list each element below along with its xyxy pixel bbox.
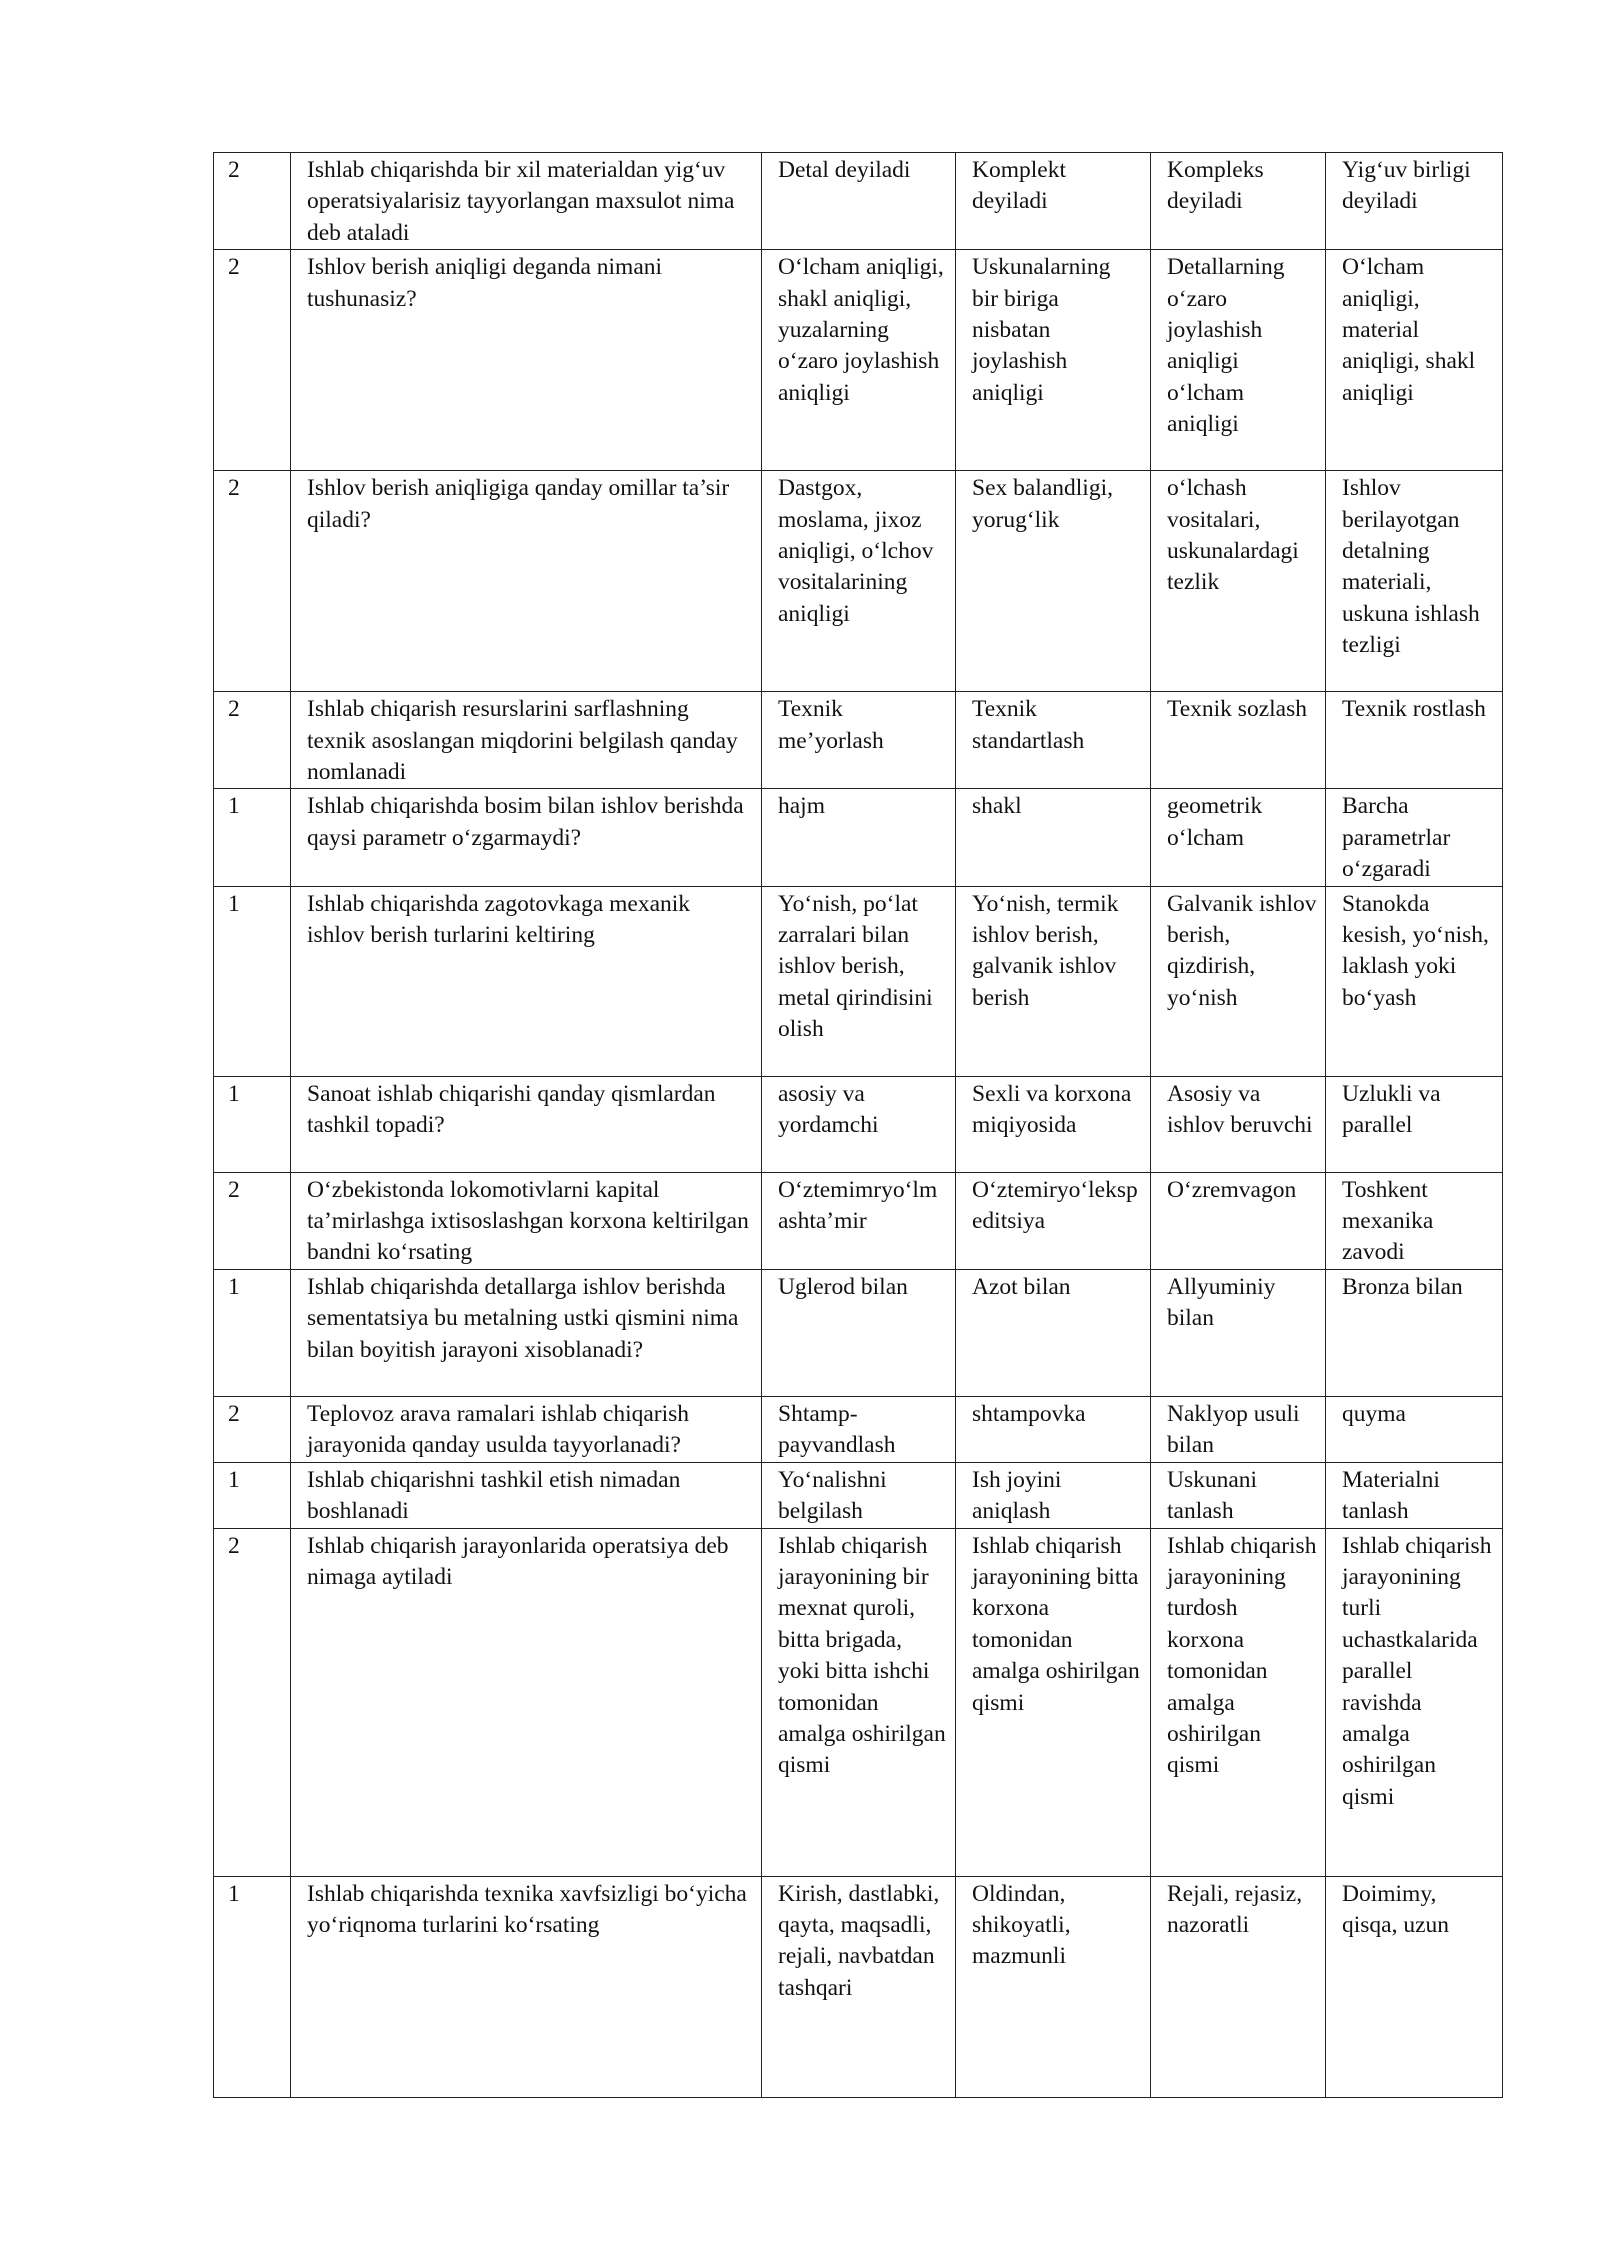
option-b-cell: Komplekt deyiladi [956,153,1151,250]
score-cell: 2 [214,1528,291,1876]
option-b-cell: shakl [956,789,1151,886]
option-d-cell: O‘lcham aniqligi, material aniqligi, shakl aniqligi [1326,250,1503,471]
option-a-cell: asosiy va yordamchi [762,1076,956,1172]
option-b-cell: Oldindan, shikoyatli, mazmunli [956,1876,1151,2097]
option-b-cell: Uskunalarning bir biriga nisbatan joylashish aniqligi [956,250,1151,471]
option-a-cell: Kirish, dastlabki, qayta, maqsadli, rejali, navbatdan tashqari [762,1876,956,2097]
table-row [214,1462,1503,1528]
score-cell: 2 [214,1396,291,1462]
option-b-cell: Sexli va korxona miqiyosida [956,1076,1151,1172]
option-c-cell: Texnik sozlash [1151,692,1326,789]
score-cell: 2 [214,1172,291,1269]
option-c-cell: Allyuminiy bilan [1151,1269,1326,1396]
option-a-cell: Detal deyiladi [762,153,956,250]
option-d-cell: Yig‘uv birligi deyiladi [1326,153,1503,250]
option-b-cell: Ish joyini aniqlash [956,1462,1151,1528]
option-a-cell: Shtamp-payvandlash [762,1396,956,1462]
score-cell: 1 [214,789,291,886]
option-d-cell: Stanokda kesish, yo‘nish, laklash yoki bo‘yash [1326,886,1503,1076]
table-row [214,471,1503,692]
score-cell: 1 [214,1876,291,2097]
question-cell: Ishlab chiqarish jarayonlarida operatsiya deb nimaga aytiladi [291,1528,762,1876]
question-cell: Ishlov berish aniqligi deganda nimani tushunasiz? [291,250,762,471]
option-c-cell: Asosiy va ishlov beruvchi [1151,1076,1326,1172]
option-a-cell: Ishlab chiqarish jarayonining bir mexnat quroli, bitta brigada, yoki bitta ishchi tomonidan amalga oshirilgan qismi [762,1528,956,1876]
option-d-cell: quyma [1326,1396,1503,1462]
option-c-cell: geometrik o‘lcham [1151,789,1326,886]
question-cell: Teplovoz arava ramalari ishlab chiqarish jarayonida qanday usulda tayyorlanadi? [291,1396,762,1462]
table-row [214,886,1503,1076]
score-cell: 2 [214,250,291,471]
option-a-cell: hajm [762,789,956,886]
table-row [214,1396,1503,1462]
option-c-cell: Rejali, rejasiz, nazoratli [1151,1876,1326,2097]
option-a-cell: Yo‘nalishni belgilash [762,1462,956,1528]
score-cell: 1 [214,1076,291,1172]
option-a-cell: Dastgox, moslama, jixoz aniqligi, o‘lchov vositalarining aniqligi [762,471,956,692]
question-cell: Ishlov berish aniqligiga qanday omillar ta’sir qiladi? [291,471,762,692]
question-table-body [214,153,1503,2098]
option-b-cell: Azot bilan [956,1269,1151,1396]
option-c-cell: Naklyop usuli bilan [1151,1396,1326,1462]
table-row [214,250,1503,471]
table-row [214,1269,1503,1396]
score-cell: 2 [214,153,291,250]
question-cell: Sanoat ishlab chiqarishi qanday qismlardan tashkil topadi? [291,1076,762,1172]
question-cell: Ishlab chiqarishni tashkil etish nimadan boshlanadi [291,1462,762,1528]
option-d-cell: Doimimy, qisqa, uzun [1326,1876,1503,2097]
score-cell: 1 [214,886,291,1076]
table-row [214,789,1503,886]
option-c-cell: Ishlab chiqarish jarayonining turdosh korxona tomonidan amalga oshirilgan qismi [1151,1528,1326,1876]
option-d-cell: Texnik rostlash [1326,692,1503,789]
score-cell: 1 [214,1269,291,1396]
option-c-cell: Kompleks deyiladi [1151,153,1326,250]
table-row [214,1076,1503,1172]
table-row [214,153,1503,250]
question-cell: Ishlab chiqarishda detallarga ishlov berishda sementatsiya bu metalning ustki qismini nima bilan boyitish jarayoni xisoblanadi? [291,1269,762,1396]
question-cell: Ishlab chiqarish resurslarini sarflashning texnik asoslangan miqdorini belgilash qanday nomlanadi [291,692,762,789]
option-b-cell: Sex balandligi, yorug‘lik [956,471,1151,692]
option-a-cell: O‘lcham aniqligi, shakl aniqligi, yuzalarning o‘zaro joylashish aniqligi [762,250,956,471]
option-b-cell: Texnik standartlash [956,692,1151,789]
option-a-cell: Texnik me’yorlash [762,692,956,789]
option-b-cell: O‘ztemiryo‘lekspeditsiya [956,1172,1151,1269]
option-c-cell: Detallarning o‘zaro joylashish aniqligi o‘lcham aniqligi [1151,250,1326,471]
table-row [214,692,1503,789]
option-c-cell: o‘lchash vositalari, uskunalardagi tezlik [1151,471,1326,692]
question-table [213,152,1503,2098]
question-cell: Ishlab chiqarishda zagotovkaga mexanik ishlov berish turlarini keltiring [291,886,762,1076]
option-b-cell: Yo‘nish, termik ishlov berish, galvanik ishlov berish [956,886,1151,1076]
option-d-cell: Uzlukli va parallel [1326,1076,1503,1172]
option-b-cell: shtampovka [956,1396,1151,1462]
question-cell: Ishlab chiqarishda bosim bilan ishlov berishda qaysi parametr o‘zgarmaydi? [291,789,762,886]
question-cell: Ishlab chiqarishda bir xil materialdan yig‘uv operatsiyalarisiz tayyorlangan maxsulot nima deb ataladi [291,153,762,250]
score-cell: 1 [214,1462,291,1528]
option-d-cell: Materialni tanlash [1326,1462,1503,1528]
question-cell: Ishlab chiqarishda texnika xavfsizligi bo‘yicha yo‘riqnoma turlarini ko‘rsating [291,1876,762,2097]
option-d-cell: Barcha parametrlar o‘zgaradi [1326,789,1503,886]
option-d-cell: Toshkent mexanika zavodi [1326,1172,1503,1269]
option-b-cell: Ishlab chiqarish jarayonining bitta korxona tomonidan amalga oshirilgan qismi [956,1528,1151,1876]
question-cell: O‘zbekistonda lokomotivlarni kapital ta’mirlashga ixtisoslashgan korxona keltirilgan bandni ko‘rsating [291,1172,762,1269]
option-d-cell: Bronza bilan [1326,1269,1503,1396]
option-c-cell: Uskunani tanlash [1151,1462,1326,1528]
table-row [214,1528,1503,1876]
option-a-cell: O‘ztemimryo‘lmashta’mir [762,1172,956,1269]
score-cell: 2 [214,471,291,692]
table-row [214,1172,1503,1269]
score-cell: 2 [214,692,291,789]
option-d-cell: Ishlov berilayotgan detalning materiali, uskuna ishlash tezligi [1326,471,1503,692]
option-a-cell: Yo‘nish, po‘lat zarralari bilan ishlov berish, metal qirindisini olish [762,886,956,1076]
option-c-cell: O‘zremvagon [1151,1172,1326,1269]
option-a-cell: Uglerod bilan [762,1269,956,1396]
table-row [214,1876,1503,2097]
option-c-cell: Galvanik ishlov berish, qizdirish, yo‘nish [1151,886,1326,1076]
option-d-cell: Ishlab chiqarish jarayonining turli uchastkalarida parallel ravishda amalga oshirilgan qismi [1326,1528,1503,1876]
